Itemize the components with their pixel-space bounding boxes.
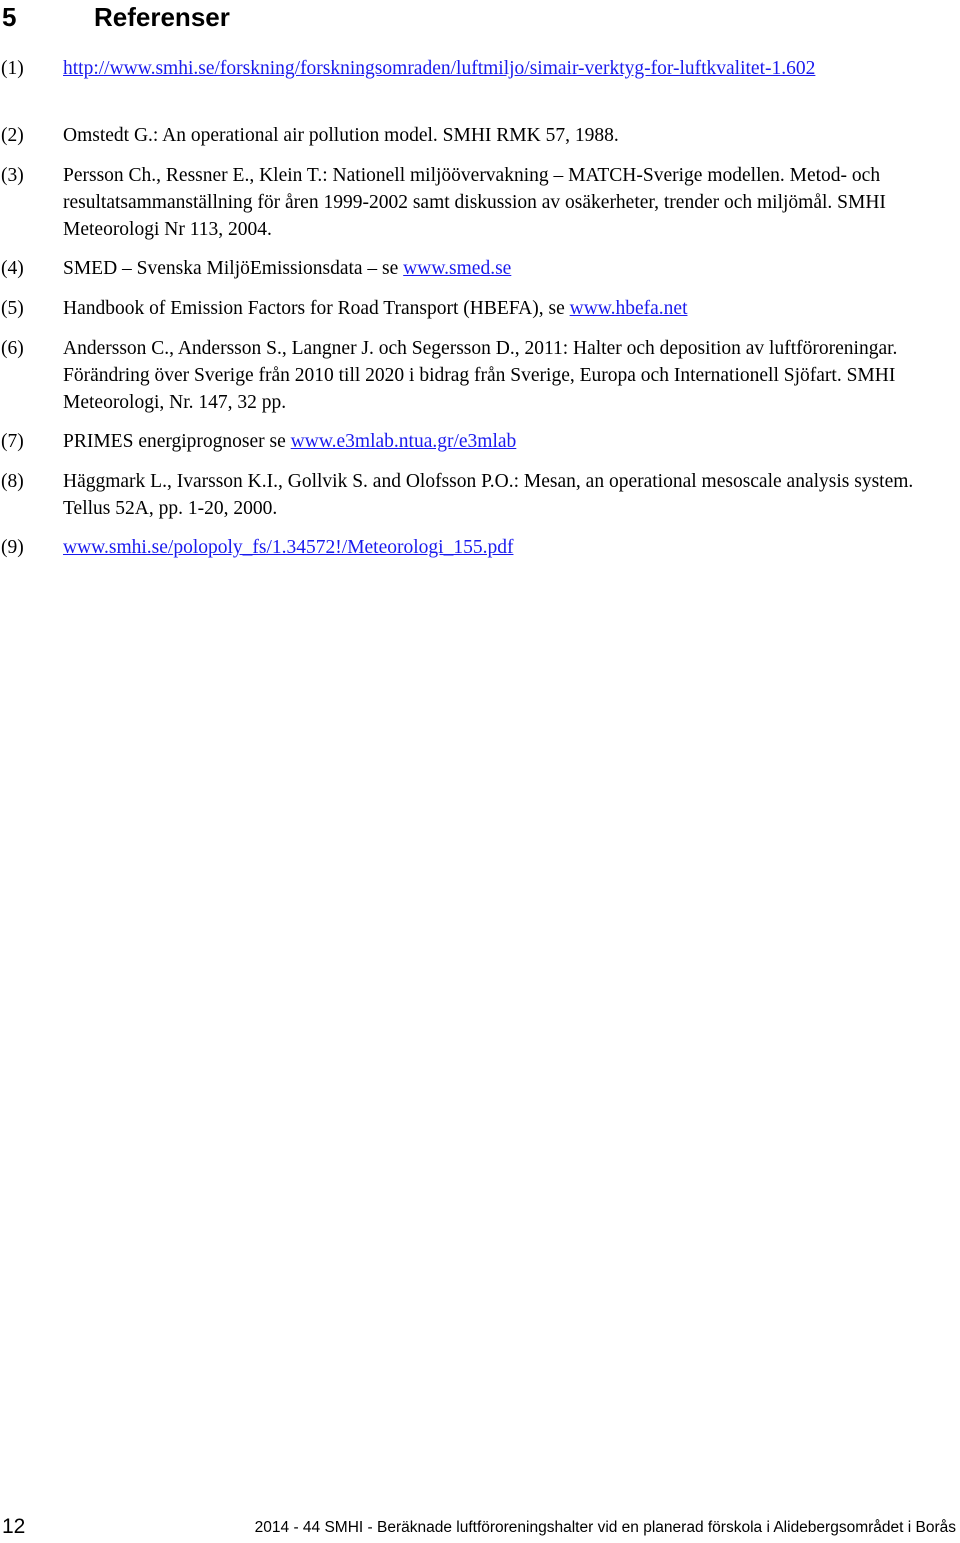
footer-text: 2014 - 44 SMHI - Beräknade luftföroreningshalter vid en planerad förskola i Alidebergsområdet i Borås xyxy=(254,1519,956,1536)
reference-link[interactable]: www.e3mlab.ntua.gr/e3mlab xyxy=(290,431,517,452)
page-footer xyxy=(0,1505,960,1539)
reference-label: (8) xyxy=(1,471,24,492)
reference-label: (4) xyxy=(1,258,24,279)
page-number: 12 xyxy=(2,1515,26,1538)
reference-item xyxy=(0,468,960,522)
reference-text: Häggmark L., Ivarsson K.I., Gollvik S. and Olofsson P.O.: Mesan, an operational mesoscale analysis system. Tellus 52A, pp. 1-20, 2000. xyxy=(63,471,918,519)
reference-link[interactable]: http://www.smhi.se/forskning/forskningsomraden/luftmiljo/simair-verktyg-for-luftkvalitet-1.602 xyxy=(63,58,816,79)
reference-text-plain: SMED – Svenska MiljöEmissionsdata – se xyxy=(63,258,404,279)
reference-label: (7) xyxy=(1,431,24,452)
reference-text-plain: Handbook of Emission Factors for Road Transport (HBEFA), se xyxy=(63,298,570,319)
section-heading xyxy=(0,0,230,34)
reference-label: (2) xyxy=(1,125,24,146)
reference-text: Andersson C., Andersson S., Langner J. och Segersson D., 2011: Halter och deposition av luftföroreningar. Förändring över Sverige från 2010 till 2020 i bidrag från Sverige, Europa och Internationell Sjöfart. SMHI Meteorologi, Nr. 147, 32 pp. xyxy=(63,338,903,413)
reference-label: (9) xyxy=(1,537,24,558)
reference-link[interactable]: www.hbefa.net xyxy=(569,298,688,319)
reference-text xyxy=(63,295,960,322)
reference-label: (1) xyxy=(1,58,24,79)
reference-item xyxy=(0,534,960,561)
reference-link[interactable]: www.smed.se xyxy=(403,258,512,279)
reference-link[interactable]: www.smhi.se/polopoly_fs/1.34572!/Meteorologi_155.pdf xyxy=(63,537,514,558)
reference-text: Persson Ch., Ressner E., Klein T.: Nationell miljöövervakning – MATCH-Sverige modellen. Metod- och resultatsammanställning för åren 1999-2002 samt diskussion av osäkerheter, trender och miljömål. SMHI Meteorologi Nr 113, 2004. xyxy=(63,165,891,240)
reference-label: (3) xyxy=(1,165,24,186)
reference-item xyxy=(0,428,960,455)
reference-item xyxy=(0,295,960,322)
reference-item xyxy=(0,55,960,82)
reference-text-plain: PRIMES energiprognoser se xyxy=(63,431,291,452)
reference-item xyxy=(0,162,960,243)
reference-text xyxy=(63,534,960,561)
reference-item xyxy=(0,122,960,149)
section-title: Referenser xyxy=(94,2,230,32)
reference-text xyxy=(63,255,960,282)
reference-item xyxy=(0,255,960,282)
section-number: 5 xyxy=(2,2,17,32)
reference-item xyxy=(0,335,960,416)
reference-text: Omstedt G.: An operational air pollution model. SMHI RMK 57, 1988. xyxy=(63,125,619,146)
reference-label: (6) xyxy=(1,338,24,359)
reference-text xyxy=(63,55,960,82)
reference-text xyxy=(63,428,960,455)
reference-label: (5) xyxy=(1,298,24,319)
